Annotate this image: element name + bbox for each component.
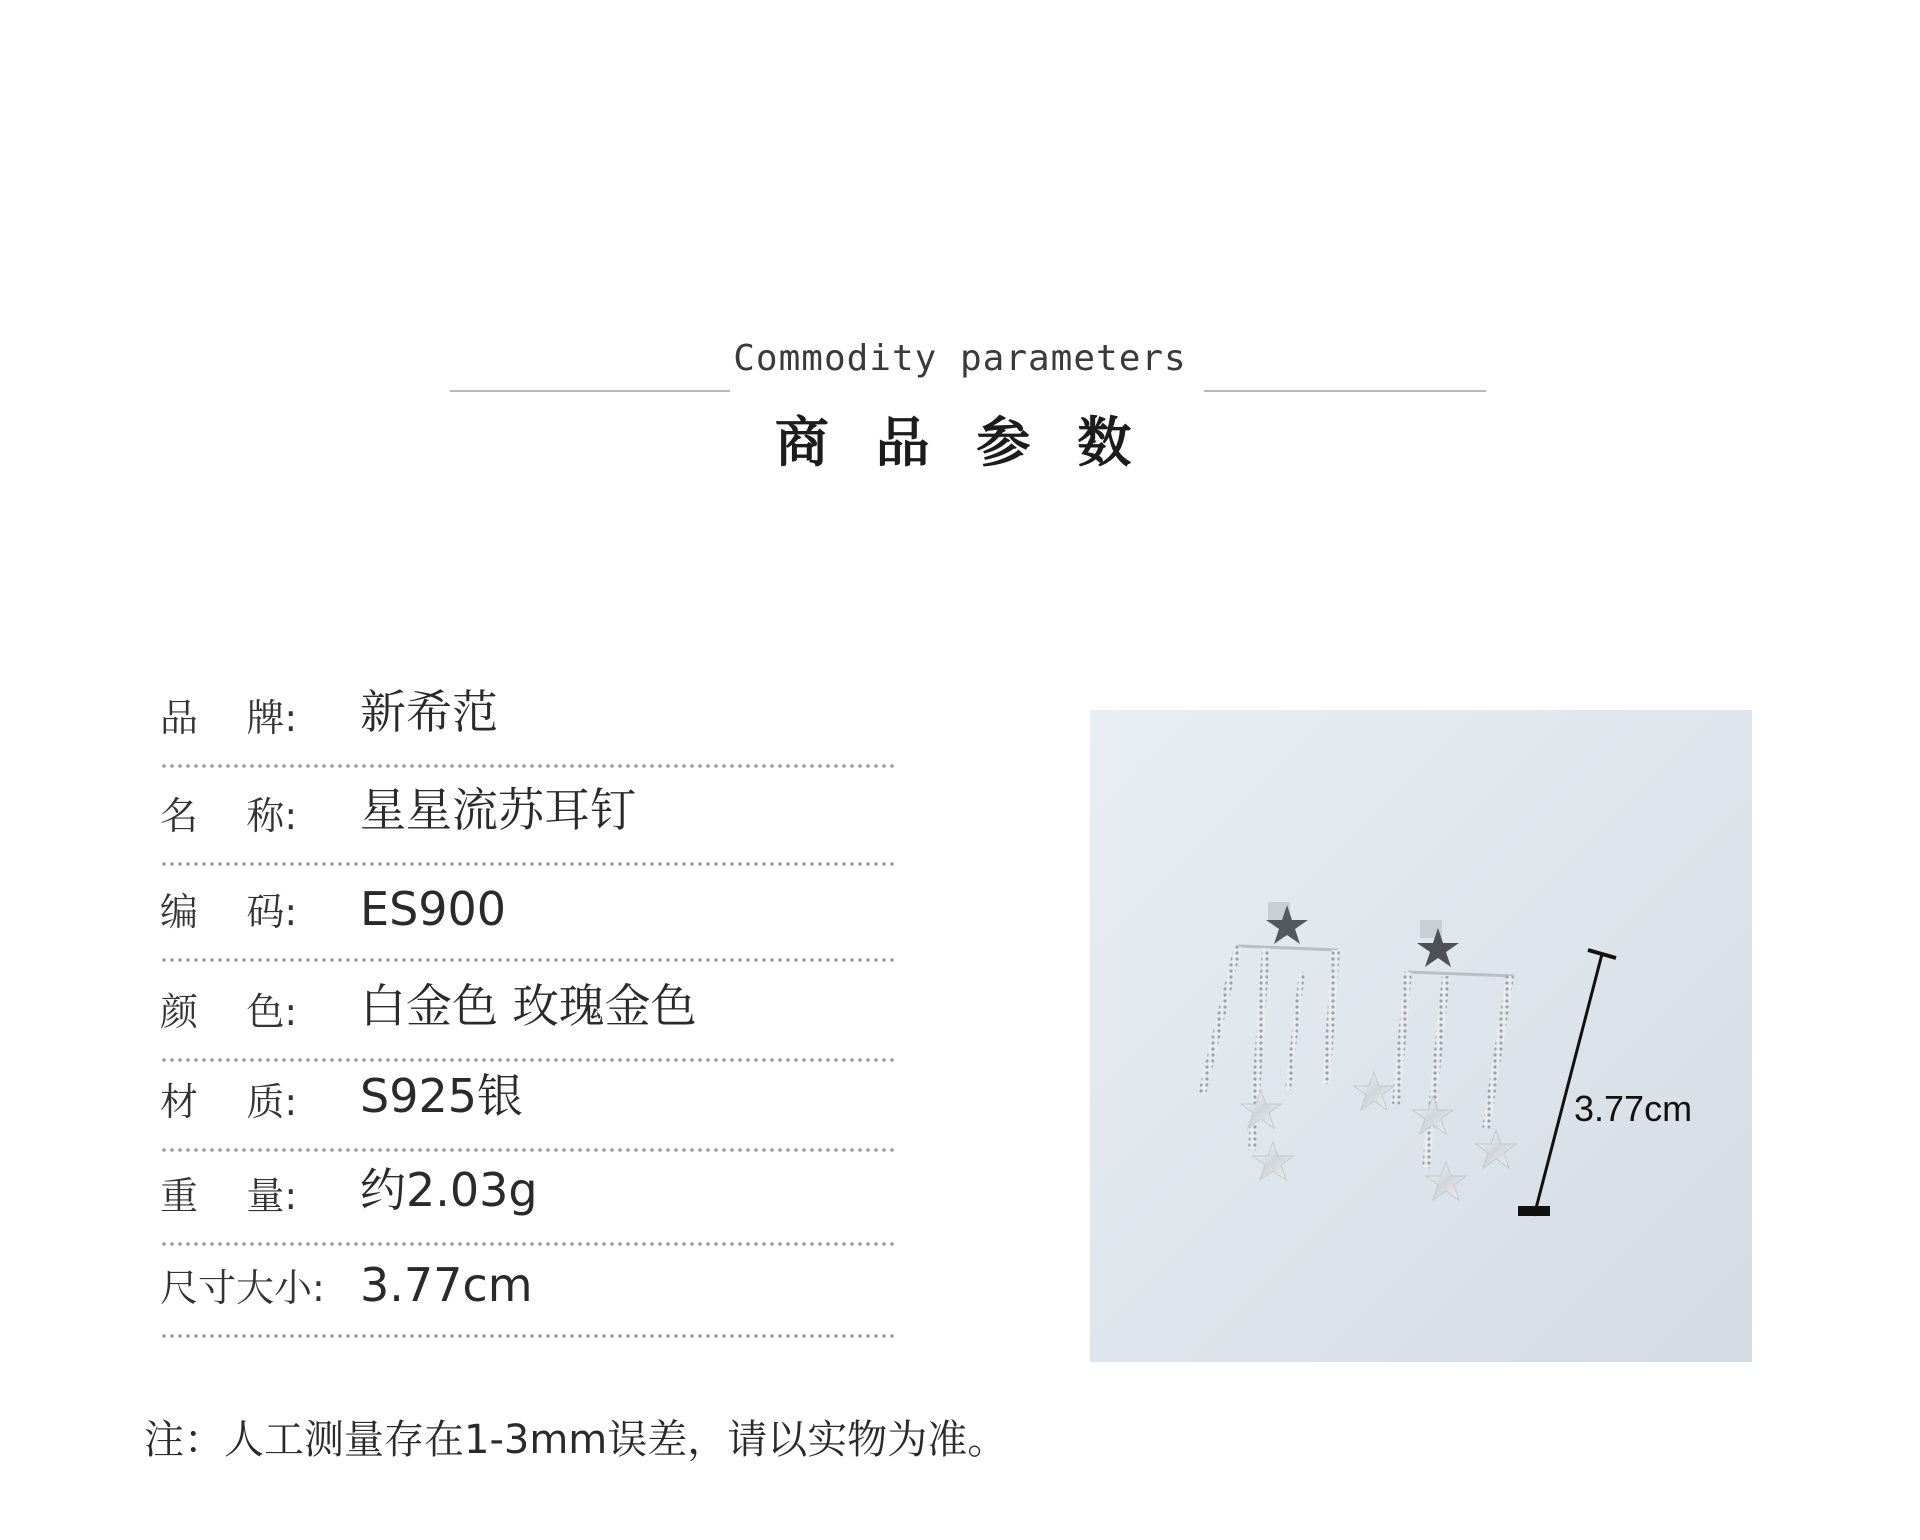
dimension-label: 3.77cm (1574, 1088, 1693, 1129)
param-value: 约2.03g (360, 1163, 538, 1217)
param-label: 编 码: (160, 890, 298, 934)
param-value: 3.77cm (360, 1258, 533, 1312)
param-value: 新希范 (360, 685, 498, 739)
param-row-size (160, 1242, 896, 1338)
param-row-code (160, 866, 896, 962)
earring-right (1396, 920, 1516, 1200)
star-earring-icon (1090, 710, 1752, 1362)
param-label: 颜 色: (160, 990, 298, 1034)
param-label: 材 质: (160, 1080, 298, 1124)
param-row-color (160, 966, 896, 1062)
dotted-divider (160, 764, 896, 768)
header-line-right (1204, 390, 1486, 392)
dimension-arrow-icon (1518, 950, 1616, 1216)
param-row-name (160, 770, 896, 866)
dotted-divider (160, 958, 896, 962)
param-row-weight (160, 1150, 896, 1246)
header-title-zh: 商 品 参 数 (774, 411, 1146, 474)
param-value: 星星流苏耳钉 (360, 783, 636, 837)
header-line-left (450, 390, 730, 392)
param-value: ES900 (360, 882, 507, 936)
header-title-en: Commodity parameters (733, 338, 1187, 379)
param-label: 品 牌: (160, 696, 298, 740)
param-value: S925银 (360, 1069, 523, 1123)
dotted-divider (160, 1334, 896, 1338)
param-row-brand (160, 672, 896, 768)
param-row-material (160, 1056, 896, 1152)
param-label: 尺寸大小: (160, 1266, 325, 1310)
measurement-note: 注：人工测量存在1-3mm误差，请以实物为准。 (144, 1417, 1008, 1463)
param-label: 重 量: (160, 1174, 298, 1218)
earring-left (1202, 902, 1394, 1180)
product-photo (1090, 710, 1752, 1362)
param-label: 名 称: (160, 794, 298, 838)
param-value: 白金色 玫瑰金色 (360, 979, 697, 1033)
